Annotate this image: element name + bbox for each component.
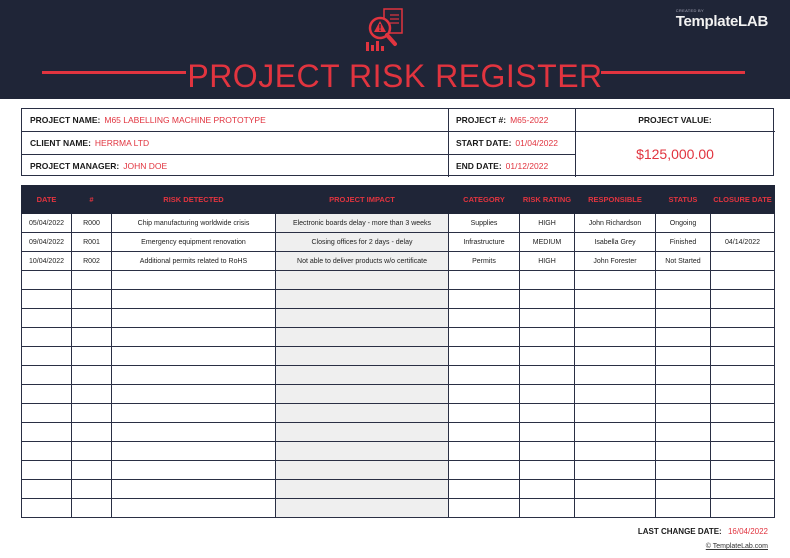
empty-cell[interactable] bbox=[656, 442, 711, 461]
cell-closure-date[interactable] bbox=[711, 252, 775, 271]
cell-id[interactable]: R002 bbox=[72, 252, 112, 271]
page-title: PROJECT RISK REGISTER bbox=[187, 58, 603, 94]
cell-risk[interactable]: Chip manufacturing worldwide crisis bbox=[112, 214, 276, 233]
project-number-label: PROJECT #: bbox=[456, 115, 507, 125]
empty-cell[interactable] bbox=[520, 290, 575, 309]
empty-cell[interactable] bbox=[72, 499, 112, 518]
empty-cell[interactable] bbox=[112, 480, 276, 499]
project-name-label: PROJECT NAME: bbox=[30, 115, 101, 125]
copyright-link[interactable]: © TemplateLab.com bbox=[705, 543, 768, 550]
empty-cell[interactable] bbox=[72, 328, 112, 347]
empty-cell[interactable] bbox=[656, 290, 711, 309]
cell-date[interactable]: 10/04/2022 bbox=[22, 252, 72, 271]
empty-cell[interactable] bbox=[72, 271, 112, 290]
project-info-panel bbox=[21, 108, 774, 176]
empty-cell[interactable] bbox=[449, 290, 520, 309]
empty-cell[interactable] bbox=[575, 404, 656, 423]
empty-cell[interactable] bbox=[711, 385, 775, 404]
cell-rating[interactable]: MEDIUM bbox=[520, 233, 575, 252]
empty-cell[interactable] bbox=[449, 499, 520, 518]
cell-date[interactable]: 05/04/2022 bbox=[22, 214, 72, 233]
project-name-value: M65 LABELLING MACHINE PROTOTYPE bbox=[104, 115, 266, 125]
empty-cell[interactable] bbox=[520, 480, 575, 499]
empty-cell[interactable] bbox=[22, 499, 72, 518]
cell-responsible[interactable]: Isabella Grey bbox=[575, 233, 656, 252]
project-name-field[interactable] bbox=[22, 109, 448, 131]
empty-cell[interactable] bbox=[22, 271, 72, 290]
end-date-field[interactable] bbox=[448, 154, 575, 177]
empty-cell[interactable] bbox=[520, 347, 575, 366]
last-change-field bbox=[638, 527, 768, 536]
cell-responsible[interactable]: John Forester bbox=[575, 252, 656, 271]
column-header-closure-date[interactable]: CLOSURE DATE bbox=[711, 186, 775, 214]
empty-cell[interactable] bbox=[72, 347, 112, 366]
empty-cell[interactable] bbox=[72, 290, 112, 309]
empty-cell[interactable] bbox=[276, 385, 449, 404]
empty-cell[interactable] bbox=[72, 461, 112, 480]
empty-cell[interactable] bbox=[112, 347, 276, 366]
project-value-label: PROJECT VALUE: bbox=[638, 115, 712, 125]
empty-cell[interactable] bbox=[575, 271, 656, 290]
empty-cell[interactable] bbox=[22, 366, 72, 385]
empty-cell[interactable] bbox=[575, 290, 656, 309]
empty-cell[interactable] bbox=[711, 366, 775, 385]
empty-cell[interactable] bbox=[276, 347, 449, 366]
cell-date[interactable]: 09/04/2022 bbox=[22, 233, 72, 252]
column-header-date[interactable]: DATE bbox=[22, 186, 72, 214]
empty-table-row bbox=[22, 461, 775, 480]
empty-cell[interactable] bbox=[575, 423, 656, 442]
cell-impact[interactable]: Closing offices for 2 days - delay bbox=[276, 233, 449, 252]
empty-cell[interactable] bbox=[112, 423, 276, 442]
empty-cell[interactable] bbox=[276, 290, 449, 309]
empty-cell[interactable] bbox=[520, 328, 575, 347]
cell-impact[interactable]: Not able to deliver products w/o certificate bbox=[276, 252, 449, 271]
cell-rating[interactable]: HIGH bbox=[520, 214, 575, 233]
empty-table-row bbox=[22, 442, 775, 461]
empty-cell[interactable] bbox=[112, 404, 276, 423]
empty-cell[interactable] bbox=[656, 347, 711, 366]
empty-cell[interactable] bbox=[520, 423, 575, 442]
empty-cell[interactable] bbox=[711, 442, 775, 461]
empty-cell[interactable] bbox=[520, 385, 575, 404]
empty-cell[interactable] bbox=[449, 385, 520, 404]
cell-rating[interactable]: HIGH bbox=[520, 252, 575, 271]
column-header-risk-rating[interactable]: RISK RATING bbox=[520, 186, 575, 214]
end-date-value: 01/12/2022 bbox=[505, 160, 549, 171]
table-body bbox=[22, 214, 775, 518]
empty-cell[interactable] bbox=[575, 499, 656, 518]
empty-cell[interactable] bbox=[520, 461, 575, 480]
empty-cell[interactable] bbox=[72, 385, 112, 404]
risk-report-icon bbox=[362, 8, 412, 54]
column-header-status[interactable]: STATUS bbox=[656, 186, 711, 214]
empty-cell[interactable] bbox=[711, 499, 775, 518]
empty-cell[interactable] bbox=[656, 366, 711, 385]
cell-risk[interactable]: Additional permits related to RoHS bbox=[112, 252, 276, 271]
empty-cell[interactable] bbox=[711, 480, 775, 499]
empty-cell[interactable] bbox=[112, 499, 276, 518]
start-date-field[interactable] bbox=[448, 131, 575, 154]
empty-cell[interactable] bbox=[276, 442, 449, 461]
empty-table-row bbox=[22, 290, 775, 309]
empty-cell[interactable] bbox=[276, 480, 449, 499]
cell-impact[interactable]: Electronic boards delay - more than 3 weeks bbox=[276, 214, 449, 233]
empty-cell[interactable] bbox=[449, 404, 520, 423]
empty-cell[interactable] bbox=[276, 423, 449, 442]
empty-cell[interactable] bbox=[575, 385, 656, 404]
empty-table-row bbox=[22, 385, 775, 404]
project-number-value: M65-2022 bbox=[510, 115, 549, 125]
empty-cell[interactable] bbox=[520, 442, 575, 461]
empty-cell[interactable] bbox=[520, 404, 575, 423]
project-value-header bbox=[575, 109, 775, 131]
empty-cell[interactable] bbox=[112, 328, 276, 347]
brand-logo[interactable] bbox=[676, 8, 768, 30]
empty-cell[interactable] bbox=[575, 328, 656, 347]
empty-cell[interactable] bbox=[72, 442, 112, 461]
cell-status[interactable]: Not Started bbox=[656, 252, 711, 271]
cell-closure-date[interactable] bbox=[711, 214, 775, 233]
empty-cell[interactable] bbox=[449, 271, 520, 290]
column-header-responsible[interactable]: RESPONSIBLE bbox=[575, 186, 656, 214]
cell-closure-date[interactable]: 04/14/2022 bbox=[711, 233, 775, 252]
column-header-number[interactable]: # bbox=[72, 186, 112, 214]
project-value-amount[interactable]: $125,000.00 bbox=[636, 146, 714, 162]
empty-cell[interactable] bbox=[575, 366, 656, 385]
project-manager-label: PROJECT MANAGER: bbox=[30, 160, 120, 171]
empty-cell[interactable] bbox=[656, 309, 711, 328]
start-date-value: 01/04/2022 bbox=[515, 137, 558, 148]
empty-cell[interactable] bbox=[22, 480, 72, 499]
last-change-value[interactable]: 16/04/2022 bbox=[727, 527, 768, 536]
empty-cell[interactable] bbox=[575, 480, 656, 499]
empty-cell[interactable] bbox=[656, 499, 711, 518]
empty-cell[interactable] bbox=[22, 423, 72, 442]
empty-cell[interactable] bbox=[276, 366, 449, 385]
empty-cell[interactable] bbox=[449, 480, 520, 499]
empty-cell[interactable] bbox=[112, 385, 276, 404]
empty-cell[interactable] bbox=[520, 309, 575, 328]
table-row bbox=[22, 252, 775, 271]
column-header-project-impact[interactable]: PROJECT IMPACT bbox=[276, 186, 449, 214]
start-date-label: START DATE: bbox=[456, 137, 512, 148]
empty-cell[interactable] bbox=[112, 366, 276, 385]
cell-id[interactable]: R000 bbox=[72, 214, 112, 233]
empty-cell[interactable] bbox=[575, 461, 656, 480]
empty-cell[interactable] bbox=[72, 480, 112, 499]
empty-table-row bbox=[22, 404, 775, 423]
empty-cell[interactable] bbox=[520, 271, 575, 290]
column-header-risk-detected[interactable]: RISK DETECTED bbox=[112, 186, 276, 214]
empty-cell[interactable] bbox=[711, 461, 775, 480]
client-name-field[interactable] bbox=[22, 131, 448, 154]
empty-cell[interactable] bbox=[656, 271, 711, 290]
empty-cell[interactable] bbox=[575, 309, 656, 328]
project-manager-value: JOHN DOE bbox=[123, 160, 168, 171]
empty-table-row bbox=[22, 423, 775, 442]
empty-cell[interactable] bbox=[276, 328, 449, 347]
empty-cell[interactable] bbox=[656, 328, 711, 347]
empty-cell[interactable] bbox=[22, 385, 72, 404]
table-row bbox=[22, 214, 775, 233]
empty-cell[interactable] bbox=[112, 309, 276, 328]
empty-cell[interactable] bbox=[711, 271, 775, 290]
empty-cell[interactable] bbox=[656, 480, 711, 499]
empty-cell[interactable] bbox=[656, 404, 711, 423]
cell-id[interactable]: R001 bbox=[72, 233, 112, 252]
empty-cell[interactable] bbox=[656, 423, 711, 442]
empty-table-row bbox=[22, 328, 775, 347]
empty-cell[interactable] bbox=[22, 404, 72, 423]
empty-cell[interactable] bbox=[22, 290, 72, 309]
empty-cell[interactable] bbox=[575, 442, 656, 461]
cell-category[interactable]: Supplies bbox=[449, 214, 520, 233]
empty-cell[interactable] bbox=[575, 347, 656, 366]
project-number-field[interactable] bbox=[448, 109, 575, 131]
cell-status[interactable]: Ongoing bbox=[656, 214, 711, 233]
empty-cell[interactable] bbox=[711, 404, 775, 423]
empty-table-row bbox=[22, 480, 775, 499]
cell-status[interactable]: Finished bbox=[656, 233, 711, 252]
cell-category[interactable]: Permits bbox=[449, 252, 520, 271]
empty-cell[interactable] bbox=[449, 309, 520, 328]
empty-cell[interactable] bbox=[276, 309, 449, 328]
empty-cell[interactable] bbox=[72, 309, 112, 328]
empty-cell[interactable] bbox=[72, 423, 112, 442]
empty-cell[interactable] bbox=[520, 366, 575, 385]
cell-risk[interactable]: Emergency equipment renovation bbox=[112, 233, 276, 252]
empty-cell[interactable] bbox=[112, 461, 276, 480]
empty-table-row bbox=[22, 271, 775, 290]
empty-cell[interactable] bbox=[72, 366, 112, 385]
table-header-row bbox=[22, 186, 775, 214]
empty-cell[interactable] bbox=[22, 347, 72, 366]
empty-cell[interactable] bbox=[449, 347, 520, 366]
empty-cell[interactable] bbox=[449, 423, 520, 442]
empty-cell[interactable] bbox=[72, 404, 112, 423]
empty-cell[interactable] bbox=[711, 347, 775, 366]
empty-cell[interactable] bbox=[22, 328, 72, 347]
table-row bbox=[22, 233, 775, 252]
empty-cell[interactable] bbox=[276, 271, 449, 290]
client-name-label: CLIENT NAME: bbox=[30, 137, 91, 148]
empty-cell[interactable] bbox=[711, 290, 775, 309]
client-name-value: HERRMA LTD bbox=[94, 137, 150, 148]
empty-cell[interactable] bbox=[449, 442, 520, 461]
empty-table-row bbox=[22, 366, 775, 385]
empty-cell[interactable] bbox=[22, 461, 72, 480]
empty-cell[interactable] bbox=[711, 309, 775, 328]
column-header-category[interactable]: CATEGORY bbox=[449, 186, 520, 214]
empty-cell[interactable] bbox=[711, 423, 775, 442]
empty-cell[interactable] bbox=[449, 328, 520, 347]
brand-tagline: CREATED BY bbox=[675, 8, 704, 13]
empty-cell[interactable] bbox=[520, 499, 575, 518]
empty-table-row bbox=[22, 499, 775, 518]
empty-cell[interactable] bbox=[449, 461, 520, 480]
empty-cell[interactable] bbox=[449, 366, 520, 385]
empty-cell[interactable] bbox=[112, 442, 276, 461]
cell-category[interactable]: Infrastructure bbox=[449, 233, 520, 252]
empty-table-row bbox=[22, 347, 775, 366]
empty-cell[interactable] bbox=[276, 404, 449, 423]
empty-cell[interactable] bbox=[711, 328, 775, 347]
risk-register-table bbox=[21, 185, 775, 518]
empty-cell[interactable] bbox=[656, 461, 711, 480]
brand-name: TemplateLAB bbox=[675, 13, 768, 30]
cell-responsible[interactable]: John Richardson bbox=[575, 214, 656, 233]
empty-cell[interactable] bbox=[22, 442, 72, 461]
last-change-label: LAST CHANGE DATE: bbox=[637, 527, 722, 536]
empty-table-row bbox=[22, 309, 775, 328]
empty-cell[interactable] bbox=[112, 290, 276, 309]
empty-cell[interactable] bbox=[276, 461, 449, 480]
end-date-label: END DATE: bbox=[456, 160, 502, 171]
project-manager-field[interactable] bbox=[22, 154, 448, 177]
empty-cell[interactable] bbox=[22, 309, 72, 328]
empty-cell[interactable] bbox=[112, 271, 276, 290]
empty-cell[interactable] bbox=[656, 385, 711, 404]
empty-cell[interactable] bbox=[276, 499, 449, 518]
